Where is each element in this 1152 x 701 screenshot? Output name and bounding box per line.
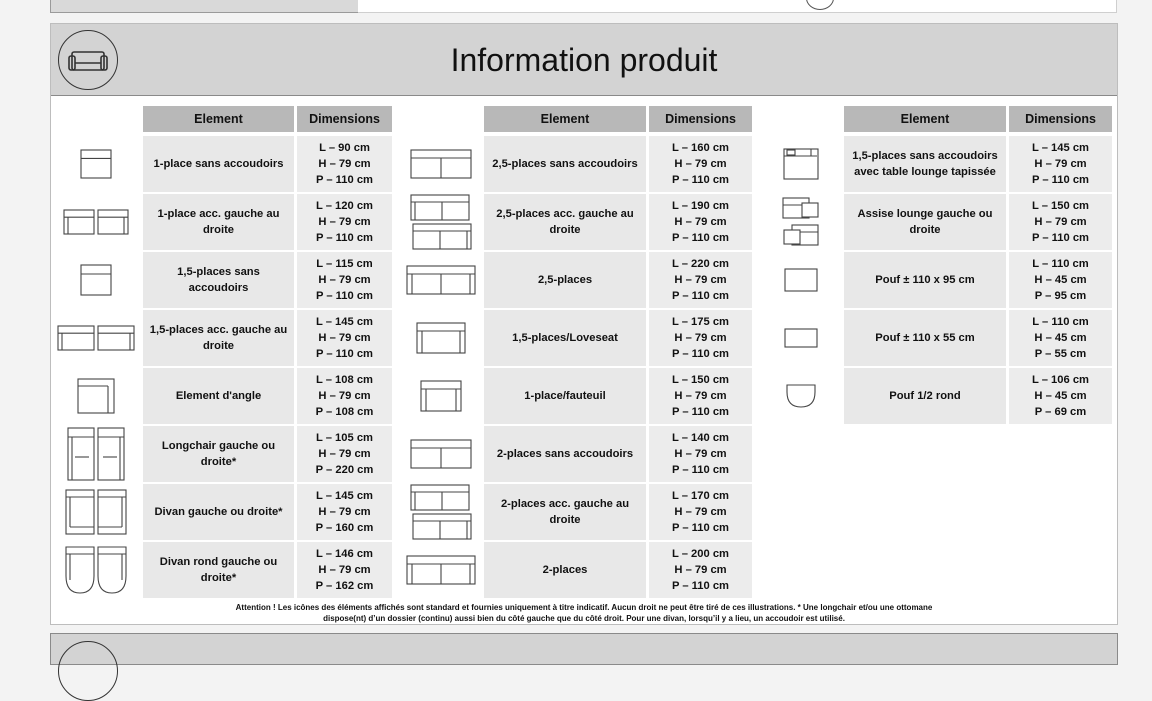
lounge-seat-pair-icon <box>759 194 842 250</box>
dimension-depth: P – 110 cm <box>671 290 730 302</box>
table-row <box>399 194 753 252</box>
seat-one-arm-wide-pair-icon <box>51 310 141 366</box>
dimension-length: L – 108 cm <box>315 374 373 386</box>
table-row <box>399 368 753 426</box>
element-name-cell <box>484 542 646 598</box>
dimension-height: H – 79 cm <box>318 564 371 576</box>
dimension-length: L – 160 cm <box>671 142 729 154</box>
table-row <box>51 136 393 194</box>
element-name-cell <box>484 252 646 308</box>
dimension-height: H – 79 cm <box>318 332 371 344</box>
dimensions-cell <box>297 310 392 366</box>
table-row <box>399 136 753 194</box>
sofa-2-icon <box>399 542 482 598</box>
element-name-cell <box>484 484 646 540</box>
element-name-cell <box>143 136 294 192</box>
dimension-height: H – 79 cm <box>318 216 371 228</box>
dimension-length: L – 115 cm <box>316 258 373 270</box>
round-divan-pair-icon <box>51 542 141 598</box>
product-info-panel <box>50 23 1118 625</box>
table-row <box>759 310 1113 368</box>
column-header-element: Element <box>484 106 646 132</box>
table-row <box>51 484 393 542</box>
dimension-height: H – 79 cm <box>318 158 371 170</box>
dimension-depth: P – 69 cm <box>1034 406 1087 418</box>
element-name-cell <box>143 194 294 250</box>
dimension-depth: P – 162 cm <box>315 580 374 592</box>
dimensions-cell <box>297 252 392 308</box>
dimensions-cell <box>649 310 752 366</box>
dimensions-cell <box>297 368 392 424</box>
table-row <box>759 368 1113 426</box>
dimensions-cell <box>1009 194 1112 250</box>
dimension-depth: P – 108 cm <box>315 406 374 418</box>
dimension-depth: P – 160 cm <box>315 522 374 534</box>
dimension-length: L – 170 cm <box>671 490 729 502</box>
dimension-depth: P – 95 cm <box>1034 290 1087 302</box>
dimension-depth: P – 110 cm <box>671 464 730 476</box>
element-name: 2-places acc. gauche au droite <box>500 498 630 526</box>
element-name: 1-place sans accoudoirs <box>153 158 284 170</box>
element-name: 1-place/fauteuil <box>524 390 606 402</box>
dimension-depth: P – 110 cm <box>671 232 730 244</box>
dimension-height: H – 79 cm <box>318 448 371 460</box>
dimension-depth: P – 110 cm <box>315 290 374 302</box>
dimensions-cell <box>649 542 752 598</box>
table-row <box>51 542 393 600</box>
divan-pair-icon <box>51 484 141 540</box>
lounge-table-icon <box>759 136 842 192</box>
dimension-length: L – 110 cm <box>1032 258 1089 270</box>
element-name-cell <box>143 252 294 308</box>
dimension-length: L – 150 cm <box>671 374 729 386</box>
longchair-pair-icon <box>51 426 141 482</box>
element-name-cell <box>484 310 646 366</box>
element-name: Pouf ± 110 x 55 cm <box>875 332 975 344</box>
dimensions-cell <box>1009 368 1112 424</box>
disclaimer-note <box>51 602 1117 624</box>
dimension-depth: P – 110 cm <box>671 522 730 534</box>
dimension-height: H – 79 cm <box>674 448 727 460</box>
next-section-circle-icon <box>58 641 118 701</box>
previous-section-right-box <box>358 0 1117 13</box>
dimension-depth: P – 110 cm <box>315 232 374 244</box>
element-name: Pouf ± 110 x 95 cm <box>875 274 975 286</box>
element-name: Longchair gauche ou droite* <box>161 440 276 468</box>
element-name: 2,5-places sans accoudoirs <box>492 158 638 170</box>
dimension-height: H – 79 cm <box>318 390 371 402</box>
dimension-length: L – 150 cm <box>1031 200 1089 212</box>
dimensions-cell <box>297 426 392 482</box>
column-header-element: Element <box>844 106 1006 132</box>
sofa-2-5-no-arm-icon <box>399 136 482 192</box>
sofa-2-5-icon <box>399 252 482 308</box>
dimension-length: L – 90 cm <box>319 142 370 154</box>
pouf-half-round-icon <box>759 368 842 424</box>
dimension-height: H – 79 cm <box>674 564 727 576</box>
dimension-depth: P – 110 cm <box>671 580 730 592</box>
table-row <box>399 542 753 600</box>
page-title: Information produit <box>450 42 718 78</box>
dimensions-cell <box>649 484 752 540</box>
dimension-height: H – 79 cm <box>674 216 727 228</box>
element-name-cell <box>484 136 646 192</box>
element-name-cell <box>844 194 1006 250</box>
column-header-dimensions: Dimensions <box>649 106 752 132</box>
dimensions-cell <box>297 484 392 540</box>
sofa-2-one-arm-pair-icon <box>399 484 482 540</box>
table-row <box>51 252 393 310</box>
disclaimer-line-2: dispose(nt) d’un dossier (continu) aussi bien du côté gauche que du côté droit. Pour une divan, lorsqu’il y a lieu, un accoudoir est utilisé. <box>323 614 845 623</box>
table-row <box>51 310 393 368</box>
table-row <box>759 252 1113 310</box>
element-name: Assise lounge gauche ou droite <box>857 208 993 236</box>
element-name: 1,5-places acc. gauche au droite <box>149 324 288 352</box>
element-name: Element d'angle <box>175 390 262 402</box>
element-name-cell <box>143 542 294 598</box>
dimensions-cell <box>649 136 752 192</box>
dimension-length: L – 146 cm <box>315 548 373 560</box>
element-name-cell <box>844 310 1006 366</box>
element-name-cell <box>143 310 294 366</box>
element-name: Pouf 1/2 rond <box>889 390 961 402</box>
panel-header <box>51 24 1117 96</box>
element-name-cell <box>143 426 294 482</box>
dimension-height: H – 79 cm <box>674 158 727 170</box>
table-row <box>51 426 393 484</box>
element-name: Divan gauche ou droite* <box>154 506 283 518</box>
dimension-depth: P – 110 cm <box>671 348 730 360</box>
sofa-2-no-arm-icon <box>399 426 482 482</box>
dimension-height: H – 79 cm <box>1034 216 1087 228</box>
dimension-height: H – 79 cm <box>674 274 727 286</box>
element-name: 2-places sans accoudoirs <box>496 448 634 460</box>
table-row <box>51 194 393 252</box>
element-name-cell <box>484 194 646 250</box>
dimension-length: L – 145 cm <box>315 490 373 502</box>
dimension-height: H – 79 cm <box>318 274 371 286</box>
seat-no-arm-wide-icon <box>51 252 141 308</box>
dimensions-cell <box>297 136 392 192</box>
element-name: 1,5-places/Loveseat <box>512 332 618 344</box>
loveseat-icon <box>399 310 482 366</box>
element-name-cell <box>844 136 1006 192</box>
next-section-header <box>50 633 1118 665</box>
previous-section-left-box <box>50 0 359 13</box>
element-name: 1,5-places sans accoudoirs <box>177 266 260 294</box>
element-name-cell <box>844 252 1006 308</box>
table-row <box>51 368 393 426</box>
dimension-length: L – 145 cm <box>315 316 373 328</box>
dimension-height: H – 79 cm <box>674 390 727 402</box>
dimension-depth: P – 110 cm <box>315 174 374 186</box>
table-row <box>399 484 753 542</box>
dimensions-cell <box>649 426 752 482</box>
table-row <box>399 310 753 368</box>
element-name: 2,5-places acc. gauche au droite <box>496 208 634 236</box>
table-row <box>399 426 753 484</box>
dimensions-cell <box>649 194 752 250</box>
element-name-cell <box>484 426 646 482</box>
dimension-height: H – 45 cm <box>1034 332 1087 344</box>
element-name: Divan rond gauche ou droite* <box>159 556 278 584</box>
seat-no-arm-icon <box>51 136 141 192</box>
element-name-cell <box>143 368 294 424</box>
table-row <box>759 136 1113 194</box>
dimension-depth: P – 110 cm <box>315 348 374 360</box>
element-name-cell <box>844 368 1006 424</box>
dimension-length: L – 105 cm <box>315 432 373 444</box>
column-header-dimensions: Dimensions <box>1009 106 1112 132</box>
dimension-depth: P – 220 cm <box>315 464 374 476</box>
table-row <box>759 194 1113 252</box>
element-name-cell <box>484 368 646 424</box>
armchair-icon <box>399 368 482 424</box>
dimension-height: H – 45 cm <box>1034 274 1087 286</box>
dimension-depth: P – 55 cm <box>1034 348 1087 360</box>
pouf-small-icon <box>759 310 842 366</box>
dimension-height: H – 79 cm <box>674 332 727 344</box>
dimension-length: L – 110 cm <box>1032 316 1089 328</box>
dimensions-cell <box>649 252 752 308</box>
dimension-length: L – 145 cm <box>1031 142 1089 154</box>
element-name: 2-places <box>542 564 588 576</box>
dimension-length: L – 190 cm <box>671 200 729 212</box>
dimension-height: H – 79 cm <box>1034 158 1087 170</box>
dimension-height: H – 45 cm <box>1034 390 1087 402</box>
element-name: 1-place acc. gauche au droite <box>157 208 280 236</box>
dimension-depth: P – 110 cm <box>671 406 730 418</box>
seat-one-arm-pair-icon <box>51 194 141 250</box>
dimensions-cell <box>297 542 392 598</box>
dimension-length: L – 220 cm <box>671 258 729 270</box>
sofa-2-5-one-arm-pair-icon <box>399 194 482 250</box>
dimension-height: H – 79 cm <box>318 506 371 518</box>
element-name: 1,5-places sans accoudoirs avec table lounge tapissée <box>852 150 998 178</box>
dimension-depth: P – 110 cm <box>671 174 730 186</box>
dimensions-cell <box>297 194 392 250</box>
element-name-cell <box>143 484 294 540</box>
disclaimer-line-1: Attention ! Les icônes des éléments affichés sont standard et fournies uniquement à titre indicatif. Aucun droit ne peut être tiré de ces illustrations. * Une longchair et/ou une ottomane <box>235 603 933 612</box>
dimension-length: L – 120 cm <box>315 200 373 212</box>
dimension-length: L – 200 cm <box>671 548 729 560</box>
dimension-length: L – 106 cm <box>1031 374 1089 386</box>
dimensions-cell <box>1009 136 1112 192</box>
dimension-length: L – 175 cm <box>671 316 729 328</box>
dimension-height: H – 79 cm <box>674 506 727 518</box>
dimensions-cell <box>1009 252 1112 308</box>
pouf-large-icon <box>759 252 842 308</box>
table-row <box>399 252 753 310</box>
dimension-depth: P – 110 cm <box>1031 232 1090 244</box>
dimension-depth: P – 110 cm <box>1031 174 1090 186</box>
dimensions-cell <box>649 368 752 424</box>
column-header-element: Element <box>143 106 294 132</box>
column-header-dimensions: Dimensions <box>297 106 392 132</box>
dimension-length: L – 140 cm <box>671 432 729 444</box>
corner-icon <box>51 368 141 424</box>
dimensions-cell <box>1009 310 1112 366</box>
element-name: 2,5-places <box>537 274 593 286</box>
